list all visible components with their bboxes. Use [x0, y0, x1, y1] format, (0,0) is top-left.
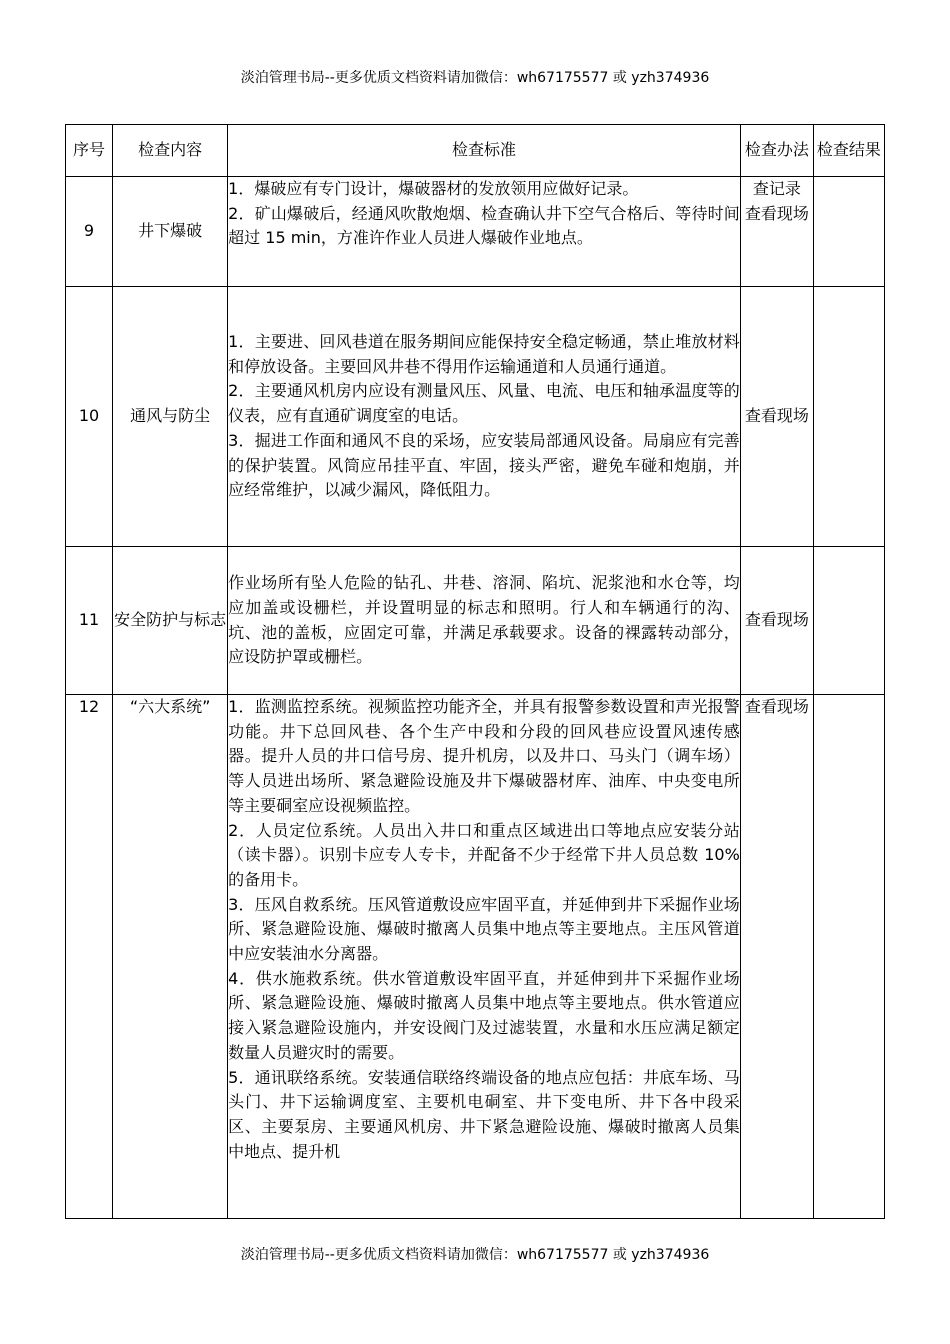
inspection-table — [65, 124, 885, 1219]
standard-paragraph: 2．主要通风机房内应设有测量风压、风量、电流、电压和轴承温度等的仪表，应有直通矿调度室的电话。 — [228, 381, 740, 426]
table-row — [66, 287, 885, 547]
standard-paragraph: 5．通讯联络系统。安装通信联络终端设备的地点应包括：井底车场、马头门、井下运输调度室、主要机电硐室、井下变电所、井下各中段采区、主要泵房、主要通风机房、井下紧急避险设施、爆破时撤离人员集中地点、提升机 — [228, 1067, 740, 1161]
table-row — [66, 547, 885, 695]
col-header-no: 序号 — [66, 125, 113, 177]
method-line: 查看现场 — [744, 610, 809, 630]
standard-paragraph: 作业场所有坠人危险的钻孔、井巷、溶洞、陷坑、泥浆池和水仓等，均应加盖或设栅栏，并设置明显的标志和照明。行人和车辆通行的沟、坑、池的盖板，应固定可靠，并满足承载要求。设备的裸露转动部分，应设防护罩或栅栏。 — [228, 573, 740, 667]
row-number: 9 — [66, 177, 113, 287]
standard-paragraph: 1．主要进、回风巷道在服务期间应能保持安全稳定畅通，禁止堆放材料和停放设备。主要回风井巷不得用作运输通道和人员通行通道。 — [228, 332, 740, 376]
standard-paragraph: 1．爆破应有专门设计，爆破器材的发放领用应做好记录。 — [228, 179, 639, 198]
standard-paragraph: 3．掘进工作面和通风不良的采场，应安装局部通风设备。局扇应有完善的保护装置。风筒应吊挂平直、牢固，接头严密，避免车碰和炮崩，并应经常维护，以减少漏风，降低阻力。 — [228, 430, 740, 500]
table-header-row — [66, 125, 885, 177]
method-line: 查看现场 — [744, 697, 809, 716]
row-result — [813, 547, 884, 695]
col-header-standard: 检查标准 — [228, 125, 741, 177]
table-row — [66, 695, 885, 1219]
row-standard — [228, 547, 741, 695]
standard-paragraph: 4．供水施救系统。供水管道敷设牢固平直，并延伸到井下采掘作业场所、紧急避险设施、爆破时撤离人员集中地点等主要地点。供水管道应接入紧急避险设施内，并安设阀门及过滤装置，水量和水压应满足额定数量人员避灾时的需要。 — [228, 968, 740, 1062]
row-item: “六大系统” — [113, 695, 228, 1219]
row-result — [813, 287, 884, 547]
row-number: 11 — [66, 547, 113, 695]
table-row — [66, 177, 885, 287]
col-header-method: 检查办法 — [740, 125, 813, 177]
row-result — [813, 695, 884, 1219]
col-header-item: 检查内容 — [113, 125, 228, 177]
standard-paragraph: 3．压风自救系统。压风管道敷设应牢固平直，并延伸到井下采掘作业场所、紧急避险设施、爆破时撤离人员集中地点等主要地点。主压风管道中应安装油水分离器。 — [228, 894, 740, 964]
row-item: 井下爆破 — [113, 177, 228, 287]
col-header-result: 检查结果 — [813, 125, 884, 177]
standard-paragraph: 2．人员定位系统。人员出入井口和重点区域进出口等地点应安装分站（读卡器）。识别卡应专人专卡，并配备不少于经常下井人员总数 10%的备用卡。 — [228, 820, 740, 889]
row-standard — [228, 177, 741, 287]
row-standard — [228, 287, 741, 547]
row-result — [813, 177, 884, 287]
row-method — [740, 177, 813, 287]
row-method — [740, 547, 813, 695]
row-method — [740, 287, 813, 547]
method-line: 查记录 — [752, 179, 801, 198]
method-line: 查看现场 — [744, 203, 809, 223]
page-footer: 淡泊管理书局--更多优质文档资料请加微信：wh67175577 或 yzh374936 — [240, 1247, 710, 1263]
row-method — [740, 695, 813, 1219]
row-number: 12 — [66, 695, 113, 1219]
page-header: 淡泊管理书局--更多优质文档资料请加微信：wh67175577 或 yzh374936 — [240, 70, 710, 86]
row-item: 通风与防尘 — [113, 287, 228, 547]
method-line: 查看现场 — [744, 406, 809, 426]
row-item: 安全防护与标志 — [113, 547, 228, 695]
standard-paragraph: 2．矿山爆破后，经通风吹散炮烟、检查确认井下空气合格后、等待时间超过 15 min，方准许作业人员进人爆破作业地点。 — [228, 203, 740, 248]
row-number: 10 — [66, 287, 113, 547]
row-standard — [228, 695, 741, 1219]
standard-paragraph: 1．监测监控系统。视频监控功能齐全，并具有报警参数设置和声光报警功能。井下总回风巷、各个生产中段和分段的回风巷应设置风速传感器。提升人员的井口信号房、提升机房，以及井口、马头门（调车场）等人员进出场所、紧急避险设施及井下爆破器材库、油库、中央变电所等主要硐室应设视频监控。 — [228, 697, 740, 815]
